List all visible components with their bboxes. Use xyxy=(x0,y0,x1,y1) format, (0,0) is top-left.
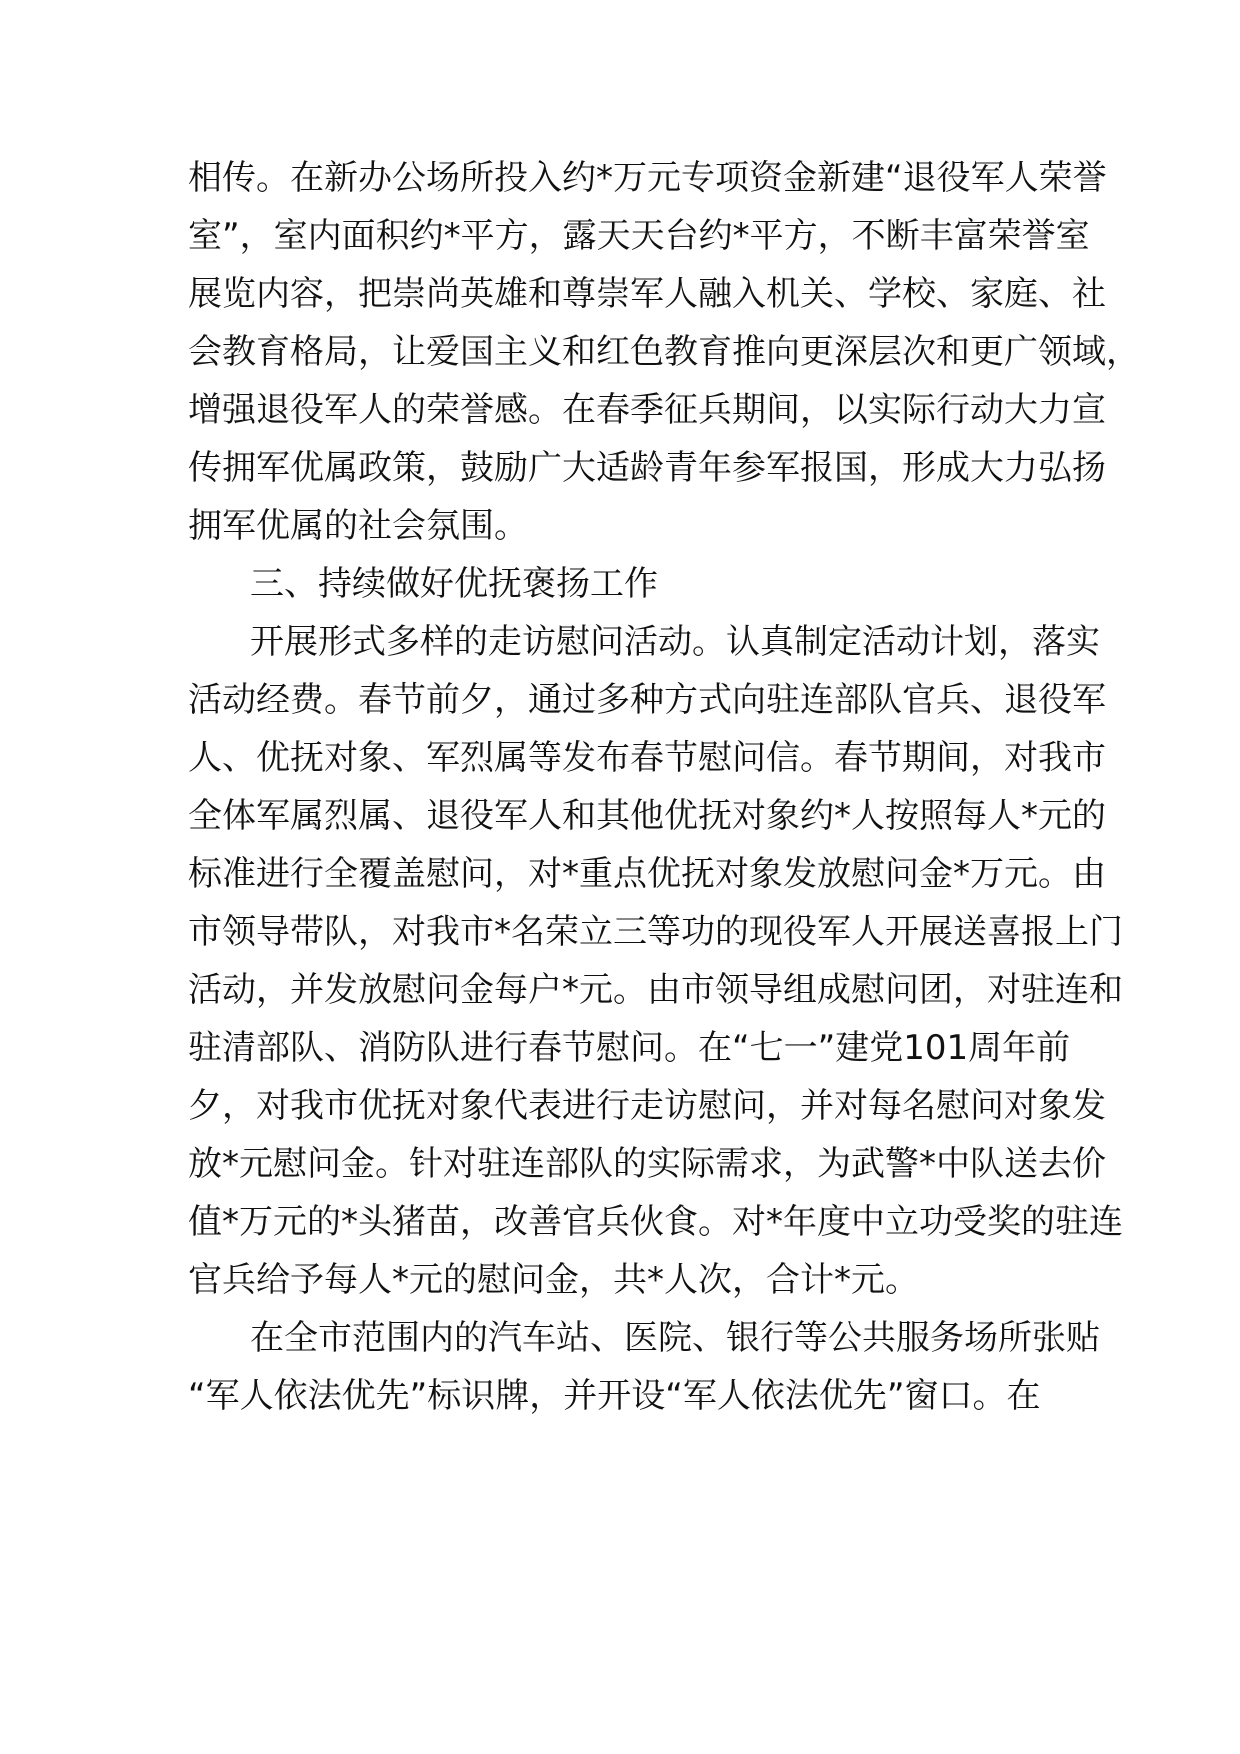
text-line: 夕，对我市优抚对象代表进行走访慰问，并对每名慰问对象发 xyxy=(188,1086,1106,1126)
text-line: 相传。在新办公场所投入约*万元专项资金新建“退役军人荣誉 xyxy=(188,158,1107,198)
text-line: 活动经费。春节前夕，通过多种方式向驻连部队官兵、退役军 xyxy=(188,680,1106,720)
text-line: 展览内容，把崇尚英雄和尊崇军人融入机关、学校、家庭、社 xyxy=(188,274,1106,314)
text-line: 在全市范围内的汽车站、医院、银行等公共服务场所张贴 xyxy=(250,1318,1100,1358)
text-line: 标准进行全覆盖慰问，对*重点优抚对象发放慰问金*万元。由 xyxy=(188,854,1106,894)
text-line: 值*万元的*头猪苗，改善官兵伙食。对*年度中立功受奖的驻连 xyxy=(188,1202,1123,1242)
text-line: 放*元慰问金。针对驻连部队的实际需求，为武警*中队送去价 xyxy=(188,1144,1106,1184)
text-line: 室”，室内面积约*平方，露天天台约*平方，不断丰富荣誉室 xyxy=(188,216,1090,256)
text-line: 增强退役军人的荣誉感。在春季征兵期间，以实际行动大力宣 xyxy=(188,390,1106,430)
text-line: 官兵给予每人*元的慰问金，共*人次，合计*元。 xyxy=(188,1260,919,1300)
section-heading: 三、持续做好优抚褒扬工作 xyxy=(250,564,658,604)
text-line: 人、优抚对象、军烈属等发布春节慰问信。春节期间，对我市 xyxy=(188,738,1106,778)
text-line: 拥军优属的社会氛围。 xyxy=(188,506,528,546)
text-line: 开展形式多样的走访慰问活动。认真制定活动计划，落实 xyxy=(250,622,1100,662)
text-line: “军人依法优先”标识牌，并开设“军人依法优先”窗口。在 xyxy=(188,1376,1041,1416)
text-line: 全体军属烈属、退役军人和其他优抚对象约*人按照每人*元的 xyxy=(188,796,1106,836)
text-line: 会教育格局，让爱国主义和红色教育推向更深层次和更广领域， xyxy=(188,332,1140,372)
text-line: 传拥军优属政策，鼓励广大适龄青年参军报国，形成大力弘扬 xyxy=(188,448,1106,488)
text-line: 活动，并发放慰问金每户*元。由市领导组成慰问团，对驻连和 xyxy=(188,970,1123,1010)
text-line: 驻清部队、消防队进行春节慰问。在“七一”建党101周年前 xyxy=(188,1028,1071,1068)
text-line: 市领导带队，对我市*名荣立三等功的现役军人开展送喜报上门 xyxy=(188,912,1123,952)
